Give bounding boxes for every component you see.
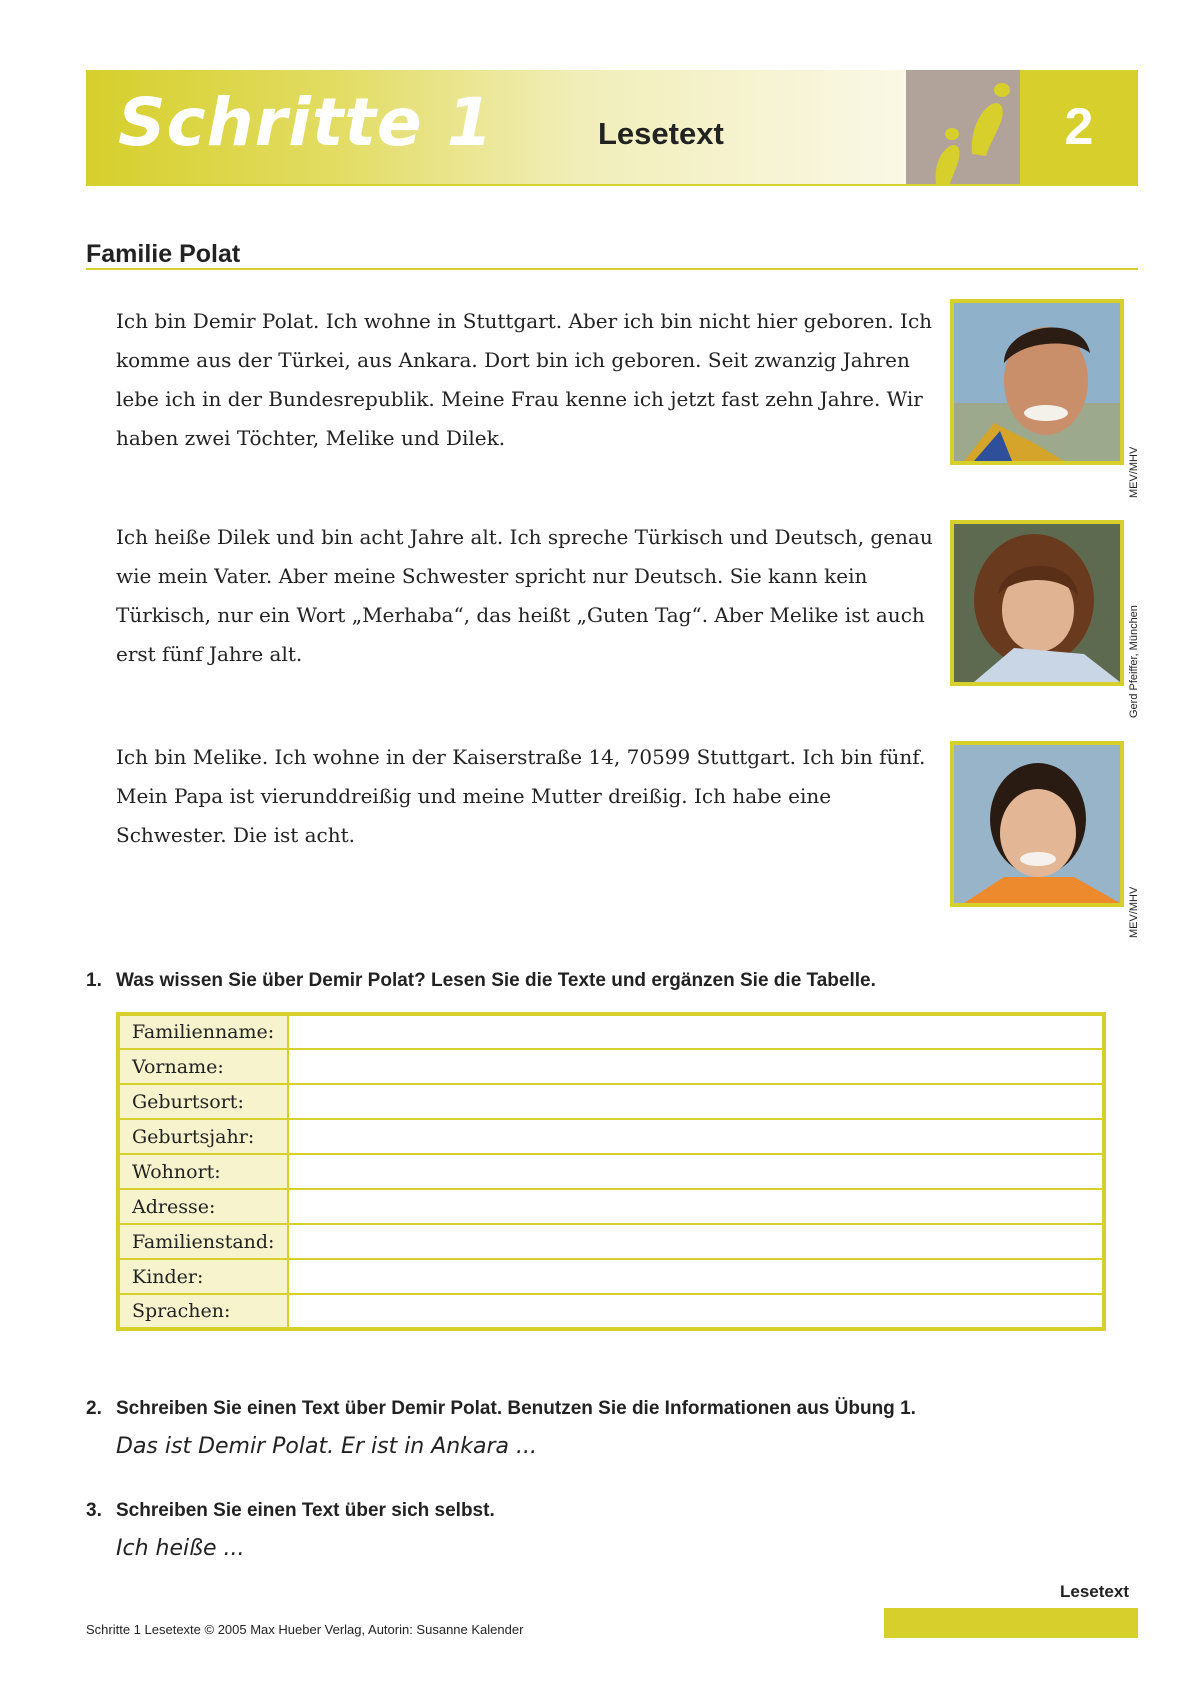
row-label: Vorname: <box>118 1049 288 1084</box>
photo-credit: MEV/MHV <box>1128 446 1140 498</box>
answer-cell[interactable] <box>288 1294 1104 1329</box>
answer-cell[interactable] <box>288 1189 1104 1224</box>
task-2 <box>86 1398 916 1420</box>
row-label: Kinder: <box>118 1259 288 1294</box>
table-row <box>118 1294 1104 1329</box>
paragraph-dilek: Ich heiße Dilek und bin acht Jahre alt. Ich spreche Türkisch und Deutsch, genau wie mein Vater. Aber meine Schwester spricht nur Deutsch. Sie kann kein Türkisch, nur ein Wort „Merhaba“, das heißt „Guten Tag“. Aber Melike ist auch erst fünf Jahre alt. <box>116 525 933 666</box>
answer-cell[interactable] <box>288 1154 1104 1189</box>
row-label: Adresse: <box>118 1189 288 1224</box>
photo-melike <box>950 741 1124 907</box>
copyright: Schritte 1 Lesetexte © 2005 Max Hueber Verlag, Autorin: Susanne Kalender <box>86 1622 524 1637</box>
answer-cell[interactable] <box>288 1084 1104 1119</box>
brand-title: Schritte 1 <box>118 84 494 161</box>
task-number: 1. <box>86 970 102 991</box>
section-title: Familie Polat <box>86 240 241 268</box>
table-row <box>118 1154 1104 1189</box>
table-row <box>118 1049 1104 1084</box>
task-number: 2. <box>86 1398 102 1419</box>
task-3-example: Ich heiße ... <box>116 1536 245 1561</box>
row-label: Sprachen: <box>118 1294 288 1329</box>
row-label: Geburtsjahr: <box>118 1119 288 1154</box>
task-3 <box>86 1500 495 1522</box>
paragraph-melike: Ich bin Melike. Ich wohne in der Kaiserstraße 14, 70599 Stuttgart. Ich bin fünf. Mein Papa ist vierunddreißig und meine Mutter dreißig. Ich habe eine Schwester. Die ist acht. <box>116 745 926 847</box>
task-text: Schreiben Sie einen Text über Demir Polat. Benutzen Sie die Informationen aus Übung 1. <box>116 1398 916 1419</box>
task-number: 3. <box>86 1500 102 1521</box>
table-row <box>118 1084 1104 1119</box>
unit-number: 2 <box>1020 70 1138 184</box>
table-row <box>118 1189 1104 1224</box>
answer-cell[interactable] <box>288 1049 1104 1084</box>
section-divider <box>86 268 1138 270</box>
row-label: Wohnort: <box>118 1154 288 1189</box>
answer-cell[interactable] <box>288 1119 1104 1154</box>
photo-credit: Gerd Pfeiffer, München <box>1128 605 1140 718</box>
table-row <box>118 1259 1104 1294</box>
footprints-icon <box>906 70 1020 184</box>
row-label: Geburtsort: <box>118 1084 288 1119</box>
paragraph-demir: Ich bin Demir Polat. Ich wohne in Stuttgart. Aber ich bin nicht hier geboren. Ich komme aus der Türkei, aus Ankara. Dort bin ich geboren. Seit zwanzig Jahren lebe ich in der Bundesrepublik. Meine Frau kenne ich jetzt fast zehn Jahre. Wir haben zwei Töchter, Melike und Dilek. <box>116 309 933 450</box>
task-1 <box>86 970 876 992</box>
table-row <box>118 1119 1104 1154</box>
table-row <box>118 1224 1104 1259</box>
header-rule <box>86 184 1138 186</box>
task-2-example: Das ist Demir Polat. Er ist in Ankara ... <box>116 1434 537 1459</box>
task-text: Schreiben Sie einen Text über sich selbst. <box>116 1500 495 1521</box>
row-label: Familienstand: <box>118 1224 288 1259</box>
footer-label: Lesetext <box>1060 1582 1129 1601</box>
footer-accent-bar <box>884 1608 1138 1638</box>
photo-credit: MEV/MHV <box>1128 886 1140 938</box>
header-banner <box>86 70 906 184</box>
row-label: Familienname: <box>118 1014 288 1049</box>
answer-cell[interactable] <box>288 1259 1104 1294</box>
table-row <box>118 1014 1104 1049</box>
info-table <box>116 1012 1106 1331</box>
answer-cell[interactable] <box>288 1014 1104 1049</box>
page-header <box>86 70 1138 186</box>
photo-demir <box>950 299 1124 465</box>
answer-cell[interactable] <box>288 1224 1104 1259</box>
header-title: Lesetext <box>598 116 724 151</box>
photo-dilek <box>950 520 1124 686</box>
task-text: Was wissen Sie über Demir Polat? Lesen Sie die Texte und ergänzen Sie die Tabelle. <box>116 970 876 991</box>
